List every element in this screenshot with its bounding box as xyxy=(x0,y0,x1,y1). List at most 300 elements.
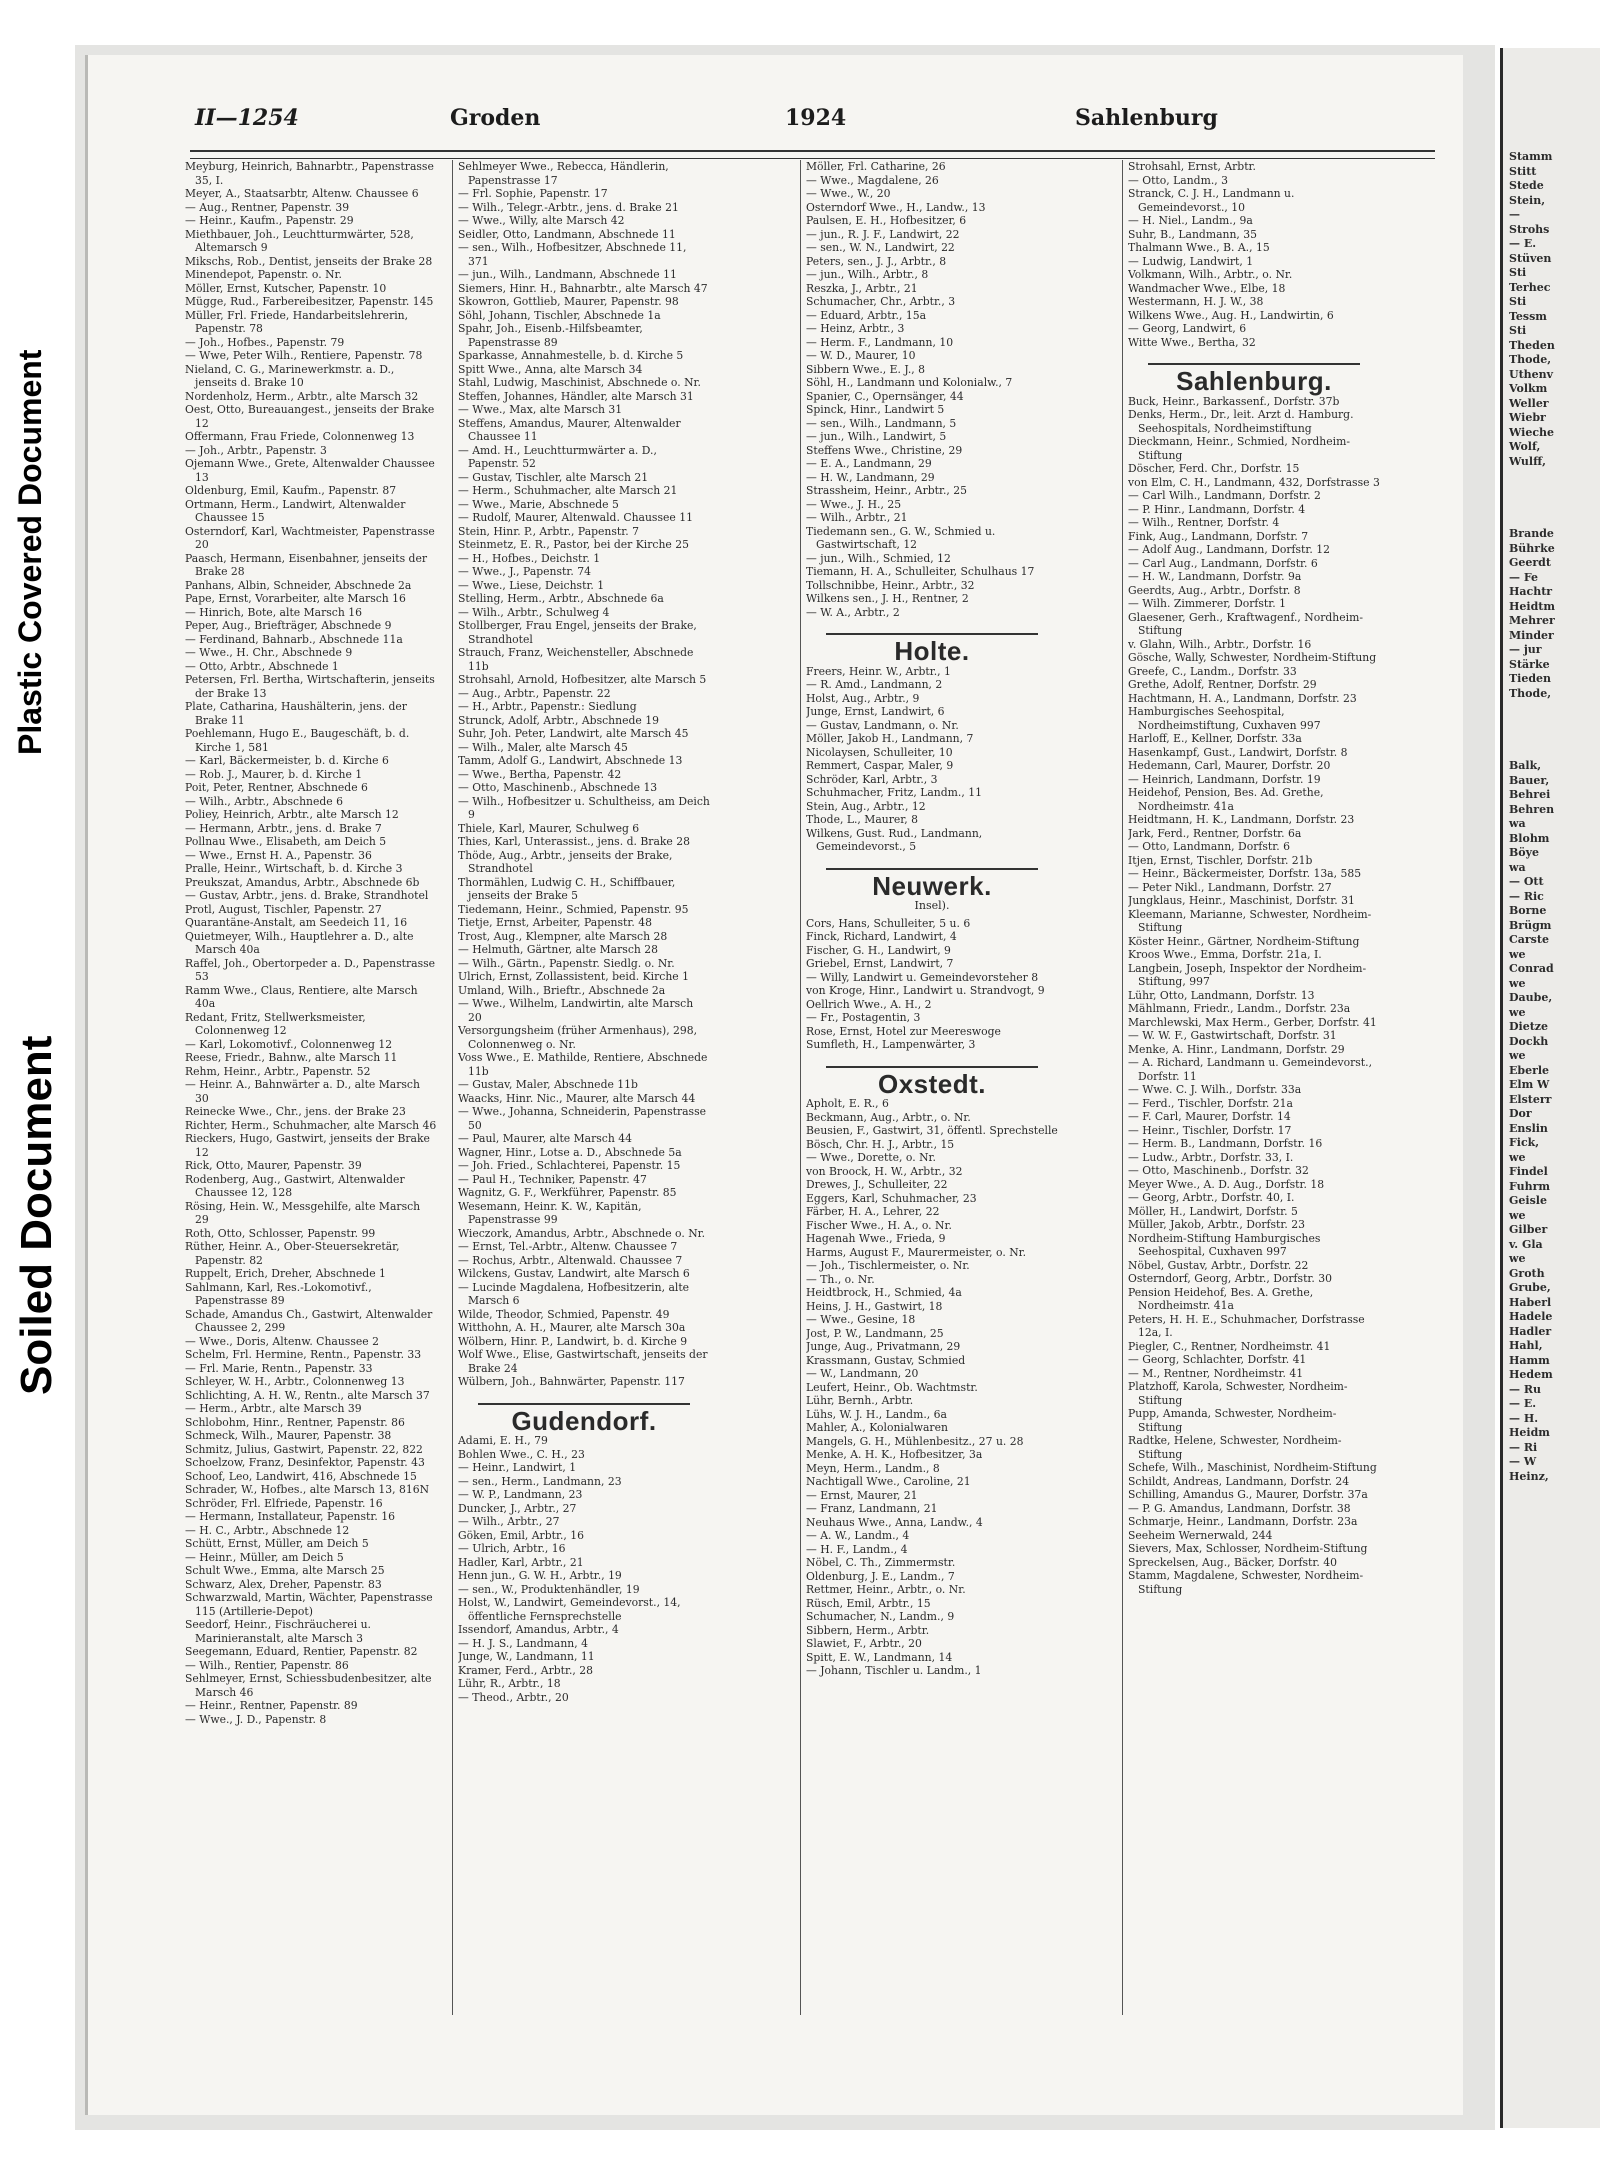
edge-fragment: Sti xyxy=(1509,324,1527,337)
edge-fragment xyxy=(1509,730,1600,745)
directory-entry: Umland, Wilh., Brieftr., Abschnede 2a xyxy=(458,983,666,997)
edge-fragment: Mehrer xyxy=(1509,614,1555,627)
directory-entry: Reinecke Wwe., Chr., jens. der Brake 23 xyxy=(185,1105,406,1118)
directory-entry: Plate, Catharina, Haushälterin, jens. der Brake 11 xyxy=(185,700,407,727)
edge-fragment: Hadele xyxy=(1509,1310,1553,1323)
directory-entry: — Aug., Arbtr., Papenstr. 22 xyxy=(458,686,611,700)
edge-fragment: Grube, xyxy=(1509,1281,1551,1294)
directory-entry: — Wilh., Arbtr., 21 xyxy=(806,511,908,524)
directory-entry: Bösch, Chr. H. J., Arbtr., 15 xyxy=(806,1137,955,1151)
directory-entry: Tiedemann sen., G. W., Schmied u. Gastwirtschaft, 12 xyxy=(806,524,996,551)
edge-fragment: Bührke xyxy=(1509,541,1555,555)
directory-entry: — Carl Aug., Landmann, Dorfstr. 6 xyxy=(1128,556,1318,570)
directory-entry: Ramm Wwe., Claus, Rentiere, alte Marsch 40a xyxy=(185,983,418,1010)
directory-entry: — Joh., Hofbes., Papenstr. 79 xyxy=(185,335,345,349)
directory-entry: Schröder, Frl. Elfriede, Papenstr. 16 xyxy=(185,1496,383,1510)
edge-fragment: Wolf, xyxy=(1509,440,1541,453)
adjacent-page-edge xyxy=(1500,48,1600,2128)
edge-fragment: Stitt xyxy=(1509,164,1537,178)
directory-entry: — Otto, Landmann, Dorfstr. 6 xyxy=(1128,840,1290,853)
directory-entry: Osterndorf Wwe., H., Landw., 13 xyxy=(806,200,986,214)
directory-entry: Witte Wwe., Bertha, 32 xyxy=(1128,335,1256,349)
directory-entry: Wagnitz, G. F., Werkführer, Papenstr. 85 xyxy=(458,1186,677,1199)
directory-entry: Rodenberg, Aug., Gastwirt, Altenwalder Chaussee 12, 128 xyxy=(185,1172,405,1199)
directory-entry: — Ludwig, Landwirt, 1 xyxy=(1128,254,1254,268)
directory-entry: Wilckens, Gustav, Landwirt, alte Marsch 6 xyxy=(458,1267,690,1280)
edge-fragment: Dor xyxy=(1509,1107,1532,1120)
adjacent-page-text xyxy=(1503,48,1600,1484)
directory-entry: — H. Niel., Landm., 9a xyxy=(1128,214,1253,227)
page-reference: II—1254 xyxy=(195,105,299,131)
directory-entry: — H. W., Landmann, Dorfstr. 9a xyxy=(1128,570,1302,583)
directory-entry: Kramer, Ferd., Arbtr., 28 xyxy=(458,1663,594,1677)
directory-entry: — Heinrich, Landmann, Dorfstr. 19 xyxy=(1128,772,1321,786)
directory-entry: Poehlemann, Hugo E., Baugeschäft, b. d. Kirche 1, 581 xyxy=(185,727,410,754)
directory-entry: Suhr, B., Landmann, 35 xyxy=(1128,227,1258,241)
directory-entry: Voss Wwe., E. Mathilde, Rentiere, Abschnede 11b xyxy=(458,1051,708,1078)
edge-fragment: Brügm xyxy=(1509,918,1552,932)
edge-fragment: v. Gla xyxy=(1509,1237,1543,1251)
directory-entry: Mangels, G. H., Mühlenbesitz., 27 u. 28 xyxy=(806,1434,1024,1448)
directory-entry: — Ferd., Tischler, Dorfstr. 21a xyxy=(1128,1096,1293,1110)
column-divider xyxy=(800,160,801,2015)
directory-entry: — Otto, Maschinenb., Dorfstr. 32 xyxy=(1128,1164,1309,1177)
edge-fragment xyxy=(1509,745,1600,760)
directory-entry: Dieckmann, Heinr., Schmied, Nordheim-Stiftung xyxy=(1128,435,1350,462)
directory-entry: Schröder, Karl, Arbtr., 3 xyxy=(806,772,938,786)
directory-entry: Finck, Richard, Landwirt, 4 xyxy=(806,930,957,943)
directory-entry: — Wwe., Bertha, Papenstr. 42 xyxy=(458,767,622,781)
directory-entry: — Heinr., Tischler, Dorfstr. 17 xyxy=(1128,1123,1292,1137)
directory-entry: Stelling, Herm., Arbtr., Abschnede 6a xyxy=(458,592,664,605)
section-heading: Neuwerk. xyxy=(872,870,992,901)
directory-entry: Mählmann, Friedr., Landm., Dorfstr. 23a xyxy=(1128,1002,1351,1015)
edge-fragment: Stede xyxy=(1509,179,1544,192)
edge-fragment: Wieche xyxy=(1509,425,1555,439)
directory-entry: Rehm, Heinr., Arbtr., Papenstr. 52 xyxy=(185,1064,371,1078)
directory-entry: Denks, Herm., Dr., leit. Arzt d. Hamburg. Seehospitals, Nordheimstiftung xyxy=(1128,408,1354,435)
directory-entry: Pension Heidehof, Bes. A. Grethe, Nordheimstr. 41a xyxy=(1128,1285,1314,1312)
directory-entry: Waacks, Hinr. Nic., Maurer, alte Marsch 44 xyxy=(458,1091,696,1105)
directory-entry: Söhl, Johann, Tischler, Abschnede 1a xyxy=(458,308,661,322)
directory-entry: Junge, Ernst, Landwirt, 6 xyxy=(806,705,945,718)
directory-entry: — Willy, Landwirt u. Gemeindevorsteher 8 xyxy=(806,970,1039,984)
directory-entry: Strohsahl, Arnold, Hofbesitzer, alte Marsch 5 xyxy=(458,673,707,686)
directory-entry: — Ulrich, Arbtr., 16 xyxy=(458,1542,566,1555)
directory-entry: Peters, sen., J. J., Arbtr., 8 xyxy=(806,254,947,268)
directory-entry: Schefe, Wilh., Maschinist, Nordheim-Stiftung xyxy=(1128,1461,1377,1474)
directory-entry: — Heinz, Arbtr., 3 xyxy=(806,322,905,335)
directory-entry: Henn jun., G. W. H., Arbtr., 19 xyxy=(458,1569,622,1582)
edge-fragment: wa xyxy=(1509,817,1526,830)
directory-entry: Ortmann, Herm., Landwirt, Altenwalder Chaussee 15 xyxy=(185,497,406,524)
directory-entry: — Paul H., Techniker, Papenstr. 47 xyxy=(458,1172,647,1186)
directory-entry: Junge, Aug., Privatmann, 29 xyxy=(806,1340,961,1353)
directory-entry: Jark, Ferd., Rentner, Dorfstr. 6a xyxy=(1128,826,1302,840)
directory-entry: Glaesener, Gerh., Kraftwagenf., Nordheim-Stiftung xyxy=(1128,610,1363,637)
directory-entry: — Herm., Arbtr., alte Marsch 39 xyxy=(185,1402,362,1415)
directory-entry: Osterndorf, Georg, Arbtr., Dorfstr. 30 xyxy=(1128,1272,1332,1285)
directory-entry: Wilkens Wwe., Aug. H., Landwirtin, 6 xyxy=(1128,308,1334,322)
directory-entry: — Otto, Arbtr., Abschnede 1 xyxy=(185,659,339,673)
directory-entry: Petersen, Frl. Bertha, Wirtschafterin, jenseits der Brake 13 xyxy=(185,673,435,700)
directory-entry: Mahler, A., Kolonialwaren xyxy=(806,1421,948,1434)
directory-entry: Bohlen Wwe., C. H., 23 xyxy=(458,1447,585,1461)
directory-entry: von Broock, H. W., Arbtr., 32 xyxy=(806,1164,963,1178)
edge-fragment xyxy=(1509,513,1600,528)
directory-entry: Kleemann, Marianne, Schwester, Nordheim-Stiftung xyxy=(1128,907,1372,934)
section-subheading: Insel). xyxy=(914,899,950,912)
directory-entry: Sumfleth, H., Lampenwärter, 3 xyxy=(806,1038,976,1051)
edge-fragment: Hachtr xyxy=(1509,585,1553,598)
directory-entry: Steffens Wwe., Christine, 29 xyxy=(806,443,963,457)
directory-entry: — Gustav, Landmann, o. Nr. xyxy=(806,718,959,732)
directory-entry: Wilkens sen., J. H., Rentner, 2 xyxy=(806,592,969,605)
directory-entry: — W. W. F., Gastwirtschaft, Dorfstr. 31 xyxy=(1128,1029,1337,1042)
directory-entry: — sen., Wilh., Landmann, 5 xyxy=(806,416,957,430)
directory-entry: — H., Arbtr., Papenstr.: Siedlung xyxy=(458,700,637,713)
directory-entry: Stein, Hinr. P., Arbtr., Papenstr. 7 xyxy=(458,524,639,538)
edge-fragment: Haberl xyxy=(1509,1295,1552,1309)
directory-entry: Richter, Herm., Schuhmacher, alte Marsch 46 xyxy=(185,1118,437,1132)
directory-entry: Möller, H., Landwirt, Dorfstr. 5 xyxy=(1128,1204,1298,1218)
edge-fragment: — jur xyxy=(1509,643,1542,656)
directory-entry: — Herm. B., Landmann, Dorfstr. 16 xyxy=(1128,1137,1323,1150)
directory-entry: — Wilh., Arbtr., Abschnede 6 xyxy=(185,794,343,808)
directory-entry: Heidtbrock, H., Schmied, 4a xyxy=(806,1286,962,1299)
directory-entry: Krassmann, Gustav, Schmied xyxy=(806,1353,966,1367)
directory-entry: Pape, Ernst, Vorarbeiter, alte Marsch 16 xyxy=(185,592,406,605)
directory-entry: Tiemann, H. A., Schulleiter, Schulhaus 17 xyxy=(806,565,1035,578)
directory-entry: Panhans, Albin, Schneider, Abschnede 2a xyxy=(185,578,412,592)
directory-entry: Seidler, Otto, Landmann, Abschnede 11 xyxy=(458,227,676,241)
edge-fragment xyxy=(1509,701,1600,716)
directory-entry: — Aug., Rentner, Papenstr. 39 xyxy=(185,200,350,214)
directory-entry: Schwarz, Alex, Dreher, Papenstr. 83 xyxy=(185,1577,382,1591)
directory-entry: Kroos Wwe., Emma, Dorfstr. 21a, I. xyxy=(1128,948,1322,961)
directory-entry: — Heinr., Müller, am Deich 5 xyxy=(185,1550,344,1564)
directory-entry: — Wwe, Peter Wilh., Rentiere, Papenstr. 78 xyxy=(185,349,423,362)
directory-entry: — Wwe., W., 20 xyxy=(806,187,891,200)
directory-entry: Jungklaus, Heinr., Maschinist, Dorfstr. 31 xyxy=(1128,894,1355,907)
directory-entry: Rösing, Hein. W., Messgehilfe, alte Marsch 29 xyxy=(185,1199,421,1226)
edge-fragment: Bauer, xyxy=(1509,773,1550,787)
directory-entry: Siemers, Hinr. H., Bahnarbtr., alte Marsch 47 xyxy=(458,281,708,295)
edge-fragment: we xyxy=(1509,1208,1526,1222)
directory-entry: — Wilh., Rentner, Dorfstr. 4 xyxy=(1128,516,1280,529)
directory-entry: Issendorf, Amandus, Arbtr., 4 xyxy=(458,1623,619,1636)
directory-entry: Schütt, Ernst, Müller, am Deich 5 xyxy=(185,1537,369,1550)
directory-entry: Hachtmann, H. A., Landmann, Dorfstr. 23 xyxy=(1128,691,1357,705)
directory-entry: Rüther, Heinr. A., Ober-Steuersekretär, Papenstr. 82 xyxy=(185,1240,400,1267)
edge-fragment: — Ric xyxy=(1509,889,1544,903)
edge-fragment: Groth xyxy=(1509,1266,1545,1280)
directory-column-4 xyxy=(1128,160,1380,2020)
directory-entry: Oldenburg, J. E., Landm., 7 xyxy=(806,1569,955,1583)
directory-entry: — Wwe., Gesine, 18 xyxy=(806,1313,916,1326)
edge-fragment: Weller xyxy=(1509,396,1549,410)
directory-entry: Oldenburg, Emil, Kaufm., Papenstr. 87 xyxy=(185,484,397,497)
directory-entry: — Lucinde Magdalena, Hofbesitzerin, alte Marsch 6 xyxy=(458,1280,690,1307)
header-left-keyword: Groden xyxy=(450,105,541,131)
directory-entry: Meyburg, Heinrich, Bahnarbtr., Papenstrasse 35, I. xyxy=(185,160,434,187)
directory-entry: Heidehof, Pension, Bes. Ad. Grethe, Nordheimstr. 41a xyxy=(1128,786,1324,813)
directory-entry: Hadler, Karl, Arbtr., 21 xyxy=(458,1555,584,1569)
header-year: 1924 xyxy=(785,105,847,131)
directory-entry: — Wwe., Doris, Altenw. Chaussee 2 xyxy=(185,1334,379,1348)
column-divider xyxy=(452,160,453,2015)
directory-entry: Schwarzwald, Martin, Wächter, Papenstrasse 115 (Artillerie-Depot) xyxy=(185,1591,433,1618)
directory-entry: — Wwe., Johanna, Schneiderin, Papenstrasse 50 xyxy=(458,1105,707,1132)
directory-entry: — Helmuth, Gärtner, alte Marsch 28 xyxy=(458,943,658,956)
directory-entry: Harloff, E., Kellner, Dorfstr. 33a xyxy=(1128,732,1302,745)
directory-entry: Redant, Fritz, Stellwerksmeister, Colonnenweg 12 xyxy=(185,1010,366,1037)
directory-entry: Sehlmeyer Wwe., Rebecca, Händlerin, Papenstrasse 17 xyxy=(458,160,669,187)
directory-entry: Pupp, Amanda, Schwester, Nordheim-Stiftung xyxy=(1128,1407,1337,1434)
directory-entry: Nachtigall Wwe., Caroline, 21 xyxy=(806,1475,971,1488)
edge-fragment: Uthenv xyxy=(1509,367,1554,381)
directory-entry: Möller, Ernst, Kutscher, Papenstr. 10 xyxy=(185,281,387,295)
directory-entry: Wandmacher Wwe., Elbe, 18 xyxy=(1128,281,1286,295)
directory-entry: — Heinr., Bäckermeister, Dorfstr. 13a, 585 xyxy=(1128,867,1362,880)
directory-entry: Lühs, W. J. H., Landm., 6a xyxy=(806,1407,947,1421)
edge-fragment: Hahl, xyxy=(1509,1339,1543,1352)
directory-entry: Radtke, Helene, Schwester, Nordheim-Stiftung xyxy=(1128,1434,1342,1461)
edge-fragment: — Ott xyxy=(1509,875,1544,888)
directory-entry: Sibbern, Herm., Arbtr. xyxy=(806,1623,930,1637)
directory-entry: — H. J. S., Landmann, 4 xyxy=(458,1636,588,1650)
directory-entry: — Th., o. Nr. xyxy=(806,1272,875,1286)
directory-entry: Thiele, Karl, Maurer, Schulweg 6 xyxy=(458,821,640,835)
directory-entry: — Wilh. Zimmerer, Dorfstr. 1 xyxy=(1128,597,1286,610)
directory-entry: — Karl, Bäckermeister, b. d. Kirche 6 xyxy=(185,754,389,767)
directory-entry: Steffens, Amandus, Maurer, Altenwalder Chaussee 11 xyxy=(458,416,681,443)
directory-entry: Hamburgisches Seehospital, Nordheimstiftung, Cuxhaven 997 xyxy=(1128,705,1321,732)
directory-entry: Sparkasse, Annahmestelle, b. d. Kirche 5 xyxy=(458,349,684,362)
directory-entry: Köster Heinr., Gärtner, Nordheim-Stiftung xyxy=(1128,934,1360,948)
directory-entry: Schult Wwe., Emma, alte Marsch 25 xyxy=(185,1564,385,1577)
directory-entry: Poit, Peter, Rentner, Abschnede 6 xyxy=(185,781,368,794)
directory-entry: Ojemann Wwe., Grete, Altenwalder Chaussee 13 xyxy=(185,457,435,484)
directory-entry: — Rob. J., Maurer, b. d. Kirche 1 xyxy=(185,767,363,781)
directory-entry: Buck, Heinr., Barkassenf., Dorfstr. 37b xyxy=(1128,394,1340,408)
directory-entry: Wülbern, Joh., Bahnwärter, Papenstr. 117 xyxy=(458,1375,685,1388)
directory-entry: — E. A., Landmann, 29 xyxy=(806,457,932,470)
directory-entry: Steinmetz, E. R., Pastor, bei der Kirche 25 xyxy=(458,538,689,551)
directory-entry: Schumacher, Chr., Arbtr., 3 xyxy=(806,295,956,308)
directory-entry: — P. Hinr., Landmann, Dorfstr. 4 xyxy=(1128,502,1306,516)
directory-entry: Westermann, H. J. W., 38 xyxy=(1128,295,1264,308)
directory-entry: Miethbauer, Joh., Leuchtturmwärter, 528, Altemarsch 9 xyxy=(185,227,414,254)
directory-entry: — Wwe., Wilhelm, Landwirtin, alte Marsch 20 xyxy=(458,997,694,1024)
directory-entry: — Gustav, Tischler, alte Marsch 21 xyxy=(458,470,649,484)
directory-entry: — F. Carl, Maurer, Dorfstr. 14 xyxy=(1128,1110,1291,1123)
directory-entry: Möller, Jakob H., Landmann, 7 xyxy=(806,732,974,745)
directory-entry: — Peter Nikl., Landmann, Dorfstr. 27 xyxy=(1128,880,1332,894)
header-right-keyword: Sahlenburg xyxy=(1075,105,1218,131)
directory-entry: — Heinr. A., Bahnwärter a. D., alte Marsch 30 xyxy=(185,1078,420,1105)
directory-entry: — A. W., Landm., 4 xyxy=(806,1529,910,1542)
section-heading: Sahlenburg. xyxy=(1176,366,1332,396)
directory-entry: Sehlmeyer, Ernst, Schiessbudenbesitzer, alte Marsch 46 xyxy=(185,1672,432,1699)
edge-fragment: Heidm xyxy=(1509,1426,1550,1439)
edge-fragment: Carste xyxy=(1509,933,1549,946)
directory-entry: Stamm, Magdalene, Schwester, Nordheim-Stiftung xyxy=(1128,1569,1364,1596)
directory-entry: — Ernst, Tel.-Arbtr., Altenw. Chaussee 7 xyxy=(458,1240,678,1253)
edge-fragment: Stüven xyxy=(1509,251,1552,265)
directory-entry: — jun., R. J. F., Landwirt, 22 xyxy=(806,227,960,241)
directory-entry: — Otto, Landm., 3 xyxy=(1128,173,1228,187)
directory-entry: Offermann, Frau Friede, Colonnenweg 13 xyxy=(185,430,415,443)
directory-entry: — Wilh., Telegr.-Arbtr., jens. d. Brake 21 xyxy=(458,200,679,214)
edge-fragment xyxy=(1509,716,1600,731)
directory-entry: Minendepot, Papenstr. o. Nr. xyxy=(185,268,342,281)
directory-entry: v. Glahn, Wilh., Arbtr., Dorfstr. 16 xyxy=(1128,637,1312,651)
directory-entry: Schlichting, A. H. W., Rentn., alte Marsch 37 xyxy=(185,1388,430,1402)
directory-entry: — Amd. H., Leuchtturmwärter a. D., Papenstr. 52 xyxy=(458,443,657,470)
directory-entry: — Wwe., Willy, alte Marsch 42 xyxy=(458,214,625,227)
section-rule xyxy=(1148,363,1360,365)
directory-entry: — Paul, Maurer, alte Marsch 44 xyxy=(458,1132,632,1145)
directory-entry: Lühr, R., Arbtr., 18 xyxy=(458,1677,561,1690)
directory-entry: Platzhoff, Karola, Schwester, Nordheim-Stiftung xyxy=(1128,1380,1348,1407)
directory-entry: Strunck, Adolf, Arbtr., Abschnede 19 xyxy=(458,713,659,727)
directory-entry: Itjen, Ernst, Tischler, Dorfstr. 21b xyxy=(1128,853,1313,867)
directory-entry: von Elm, C. H., Landmann, 432, Dorfstrasse 3 xyxy=(1128,475,1380,489)
page-header xyxy=(195,105,1435,145)
directory-entry: Eggers, Karl, Schuhmacher, 23 xyxy=(806,1191,977,1205)
directory-entry: Raffel, Joh., Obertorpeder a. D., Papenstrasse 53 xyxy=(185,956,436,983)
edge-fragment: we xyxy=(1509,1005,1526,1019)
header-rule xyxy=(190,150,1435,159)
directory-entry: Strauch, Franz, Weichensteller, Abschnede 11b xyxy=(458,646,694,673)
edge-fragment: Tessm xyxy=(1509,309,1547,323)
edge-fragment: Behren xyxy=(1509,802,1555,816)
directory-entry: — Georg, Schlachter, Dorfstr. 41 xyxy=(1128,1353,1307,1366)
directory-entry: — Hermann, Installateur, Papenstr. 16 xyxy=(185,1510,395,1523)
directory-entry: Schrader, W., Hofbes., alte Marsch 13, 816N xyxy=(185,1483,430,1496)
edge-fragment xyxy=(1509,484,1600,499)
directory-entry: Spinck, Hinr., Landwirt 5 xyxy=(806,403,945,416)
directory-entry: Stein, Aug., Arbtr., 12 xyxy=(806,799,926,813)
directory-entry: Spitt, E. W., Landmann, 14 xyxy=(806,1650,953,1664)
directory-entry: Adami, E. H., 79 xyxy=(458,1434,548,1447)
directory-entry: — H. F., Landm., 4 xyxy=(806,1542,908,1556)
directory-entry: Rick, Otto, Maurer, Papenstr. 39 xyxy=(185,1159,362,1172)
directory-entry: Müller, Jakob, Arbtr., Dorfstr. 23 xyxy=(1128,1218,1305,1231)
directory-entry: Strohsahl, Ernst, Arbtr. xyxy=(1128,160,1256,173)
directory-entry: Witthohn, A. H., Maurer, alte Marsch 30a xyxy=(458,1321,686,1334)
section-heading: Gudendorf. xyxy=(511,1405,657,1436)
directory-entry: Hedemann, Carl, Maurer, Dorfstr. 20 xyxy=(1128,759,1331,772)
edge-fragment: Dietze xyxy=(1509,1020,1549,1033)
directory-entry: Beusien, F., Gastwirt, 31, öffentl. Sprechstelle xyxy=(806,1124,1058,1137)
edge-fragment: Elm W xyxy=(1509,1078,1550,1091)
directory-entry: — Karl, Lokomotivf., Colonnenweg 12 xyxy=(185,1037,393,1051)
directory-entry: Reese, Friedr., Bahnw., alte Marsch 11 xyxy=(185,1051,398,1064)
directory-entry: — Johann, Tischler u. Landm., 1 xyxy=(806,1664,982,1677)
directory-entry: Schelm, Frl. Hermine, Rentn., Papenstr. 33 xyxy=(185,1348,422,1361)
directory-entry: Apholt, E. R., 6 xyxy=(806,1097,889,1110)
directory-entry: Spreckelsen, Aug., Bäcker, Dorfstr. 40 xyxy=(1128,1555,1337,1569)
edge-fragment: we xyxy=(1509,976,1526,990)
directory-entry: — Heinr., Landwirt, 1 xyxy=(458,1461,577,1474)
directory-entry: Paasch, Hermann, Eisenbahner, jenseits der Brake 28 xyxy=(185,551,428,578)
directory-entry: — Frl. Marie, Rentn., Papenstr. 33 xyxy=(185,1361,373,1375)
edge-fragment: Fick, xyxy=(1509,1136,1540,1149)
directory-entry: Schleyer, W. H., Arbtr., Colonnenweg 13 xyxy=(185,1375,405,1388)
directory-entry: Rettmer, Heinr., Arbtr., o. Nr. xyxy=(806,1583,966,1596)
directory-entry: Ulrich, Ernst, Zollassistent, beid. Kirche 1 xyxy=(458,970,689,983)
directory-entry: Nieland, C. G., Marinewerkmstr. a. D., jenseits d. Brake 10 xyxy=(185,362,395,389)
directory-entry: Drewes, J., Schulleiter, 22 xyxy=(806,1178,948,1191)
edge-fragment: Thode, xyxy=(1509,353,1552,366)
directory-entry: Griebel, Ernst, Landwirt, 7 xyxy=(806,957,954,970)
directory-entry: Protl, August, Tischler, Papenstr. 27 xyxy=(185,902,382,916)
edge-fragment: we xyxy=(1509,947,1526,961)
directory-entry: Pollnau Wwe., Elisabeth, am Deich 5 xyxy=(185,835,387,848)
directory-entry: Junge, W., Landmann, 11 xyxy=(458,1650,595,1663)
edge-fragment: Blohm xyxy=(1509,831,1550,845)
edge-fragment: Fuhrm xyxy=(1509,1179,1551,1193)
directory-entry: Sievers, Max, Schlosser, Nordheim-Stiftung xyxy=(1128,1542,1368,1555)
directory-entry: Thalmann Wwe., B. A., 15 xyxy=(1128,241,1270,254)
directory-entry: Volkmann, Wilh., Arbtr., o. Nr. xyxy=(1128,268,1293,281)
directory-entry: Wesemann, Heinr. K. W., Kapitän, Papenstrasse 99 xyxy=(458,1199,642,1226)
directory-entry: — Ludw., Arbtr., Dorfstr. 33, I. xyxy=(1128,1150,1294,1164)
directory-entry: Thormählen, Ludwig C. H., Schiffbauer, jenseits der Brake 5 xyxy=(458,875,676,902)
directory-entry: Seegemann, Eduard, Rentier, Papenstr. 82 xyxy=(185,1645,418,1658)
directory-entry: — Frl. Sophie, Papenstr. 17 xyxy=(458,187,608,200)
directory-entry: Holst, Aug., Arbtr., 9 xyxy=(806,691,920,705)
directory-entry: — W. D., Maurer, 10 xyxy=(806,349,916,362)
directory-entry: Fischer, G. H., Landwirt, 9 xyxy=(806,943,951,957)
directory-entry: — Heinr., Kaufm., Papenstr. 29 xyxy=(185,214,354,227)
directory-entry: — Wilh., Arbtr., Schulweg 4 xyxy=(458,605,610,619)
directory-entry: Lühr, Bernh., Arbtr. xyxy=(806,1394,914,1407)
directory-entry: Osterndorf, Karl, Wachtmeister, Papenstrasse 20 xyxy=(185,524,435,551)
directory-entry: Meyn, Herm., Landm., 8 xyxy=(806,1461,940,1475)
directory-entry: Steffen, Johannes, Händler, alte Marsch 31 xyxy=(458,389,694,403)
directory-entry: Seedorf, Heinr., Fischräucherei u. Marinieranstalt, alte Marsch 3 xyxy=(185,1618,371,1645)
directory-entry: Hagenah Wwe., Frieda, 9 xyxy=(806,1232,946,1245)
directory-entry: Wilde, Theodor, Schmied, Papenstr. 49 xyxy=(458,1307,670,1321)
directory-entry: Stollberger, Frau Engel, jenseits der Brake, Strandhotel xyxy=(458,619,697,646)
directory-entry: — Wwe., Marie, Abschnede 5 xyxy=(458,497,619,511)
directory-entry: Freers, Heinr. W., Arbtr., 1 xyxy=(806,664,951,678)
directory-entry: Meyer Wwe., A. D. Aug., Dorfstr. 18 xyxy=(1128,1177,1325,1191)
directory-entry: — A. Richard, Landmann u. Gemeindevorst., Dorfstr. 11 xyxy=(1128,1056,1373,1083)
directory-entry: Pralle, Heinr., Wirtschaft, b. d. Kirche 3 xyxy=(185,862,403,875)
directory-entry: Strassheim, Heinr., Arbtr., 25 xyxy=(806,484,968,497)
directory-entry: — W. A., Arbtr., 2 xyxy=(806,605,900,619)
directory-entry: Nöbel, Gustav, Arbtr., Dorfstr. 22 xyxy=(1128,1258,1309,1272)
directory-entry: Tietje, Ernst, Arbeiter, Papenstr. 48 xyxy=(458,916,652,929)
directory-entry: Hasenkampf, Gust., Landwirt, Dorfstr. 8 xyxy=(1128,745,1348,759)
plastic-covered-label: Plastic Covered Document xyxy=(12,349,48,755)
directory-column-3 xyxy=(806,160,1058,2020)
directory-entry: Schade, Amandus Ch., Gastwirt, Altenwalder Chaussee 2, 299 xyxy=(185,1307,433,1334)
directory-entry: — Franz, Landmann, 21 xyxy=(806,1502,938,1515)
edge-fragment: — Ri xyxy=(1509,1440,1538,1454)
edge-fragment: we xyxy=(1509,1150,1526,1164)
directory-entry: Fischer Wwe., H. A., o. Nr. xyxy=(806,1218,952,1232)
directory-entry: — Wwe., J., Papenstr. 74 xyxy=(458,565,591,578)
directory-entry: — Wwe. C. J. Wilh., Dorfstr. 33a xyxy=(1128,1083,1302,1096)
edge-fragment: we xyxy=(1509,1049,1526,1062)
directory-entry: Schmitz, Julius, Gastwirt, Papenstr. 22, 822 xyxy=(185,1442,423,1456)
edge-fragment: Enslin xyxy=(1509,1121,1548,1135)
